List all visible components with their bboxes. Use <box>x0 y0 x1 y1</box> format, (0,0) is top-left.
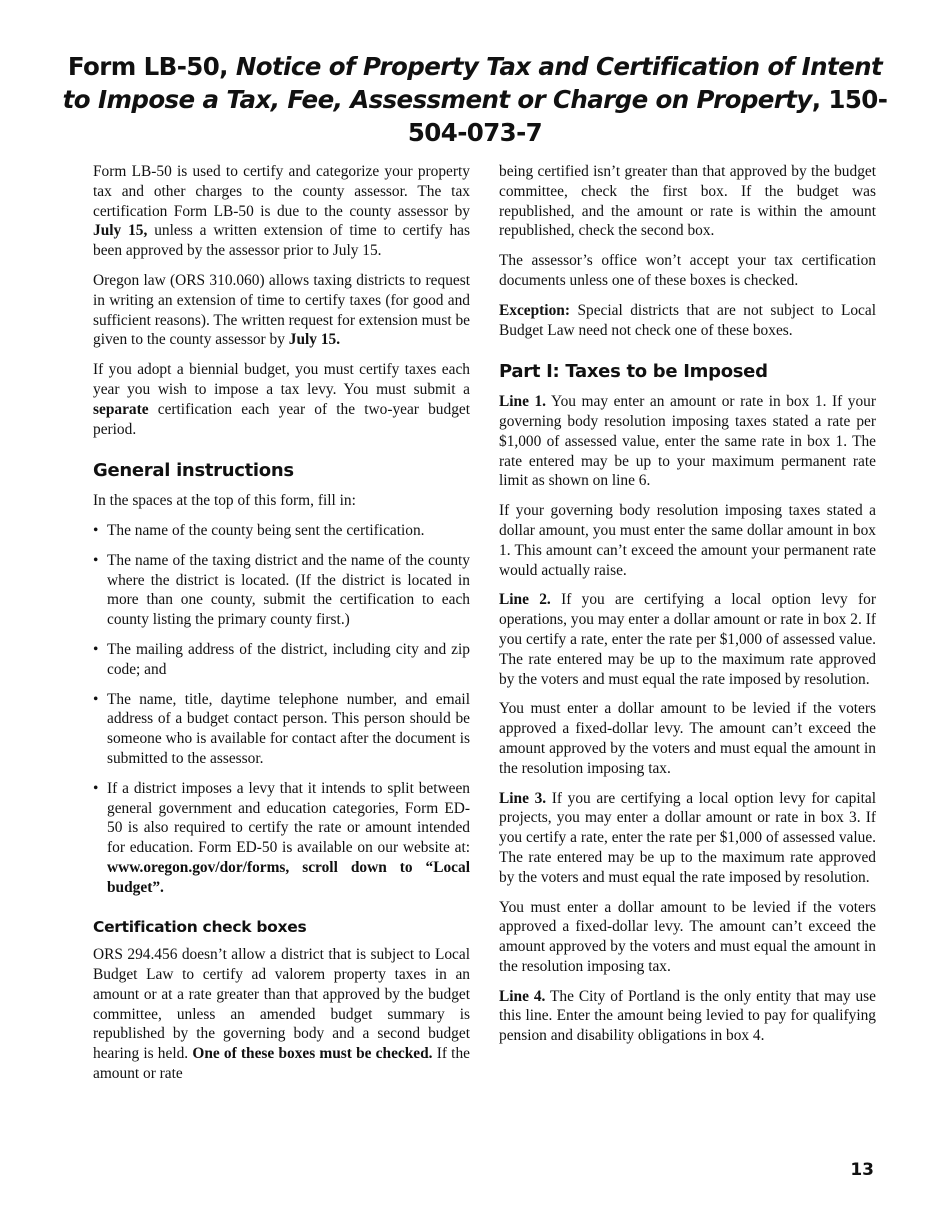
biennial-text: certification each year of the two-year budget period. <box>93 400 470 438</box>
extension-bold: July 15. <box>288 331 341 349</box>
list-item: • The name of the taxing district and the name of the county where the district is located. (If the district is located in more than one county, submit the certification to each county listing the primary county first.) <box>93 551 470 630</box>
certification-check-boxes-heading: Certification check boxes <box>93 917 307 936</box>
line-2b-paragraph: You must enter a dollar amount to be levied if the voters approved a fixed-dollar levy. The amount can’t exceed the amount approved by the voters and must equal the amount in the resolution imposing tax. <box>499 700 876 777</box>
line-2-label: Line 2. <box>499 591 551 609</box>
part-one-heading: Part I: Taxes to be Imposed <box>499 361 768 383</box>
continued-paragraph: being certified isn’t greater than that approved by the budget committee, check the first box. If the budget was republished, and the amount or rate is within the amount republished, check the second box. <box>499 163 876 240</box>
line-3b-paragraph: You must enter a dollar amount to be levied if the voters approved a fixed-dollar levy. The amount can’t exceed the amount approved by the voters and must equal the amount in the resolution imposing tax. <box>499 898 876 975</box>
list-item <box>93 779 470 898</box>
check-bold: One of these boxes must be checked. <box>192 1045 433 1063</box>
title-suffix: , 150-504-073-7 <box>407 85 888 147</box>
line-2-text: If you are certifying a local option levy for operations, you may enter a dollar amount or rate in box 2. If you certify a rate, enter the rate per $1,000 of assessed value. The rate entered may be up to the maximum rate approved by the voters and must equal the rate imposed by resolution. <box>499 591 876 688</box>
line-3-paragraph <box>499 789 876 888</box>
page-number: 13 <box>850 1160 874 1180</box>
line-4-label: Line 4. <box>499 987 546 1005</box>
line-1-paragraph <box>499 392 876 491</box>
intro-paragraph <box>93 162 470 261</box>
extension-paragraph <box>93 271 470 350</box>
line-1-text: You may enter an amount or rate in box 1. If your governing body resolution imposing taxes stated a rate per $1,000 of assessed value, enter the same rate in box 1. The rate entered may be up to your maximum permanent rate limit as shown on line 6. <box>499 393 876 490</box>
assessor-paragraph: The assessor’s office won’t accept your tax certification documents unless one of these boxes is checked. <box>499 252 876 289</box>
list-item: • The name of the county being sent the certification. <box>93 521 470 541</box>
ed50-text: If a district imposes a levy that it intends to split between general government and education categories, Form ED-50 is also required to certify the rate or amount intended for education. Form ED-50 is available on our website at: <box>107 779 470 857</box>
page-title <box>60 50 890 149</box>
intro-text: unless a written extension of time to certify has been approved by the assessor prior to July 15. <box>93 222 471 260</box>
title-prefix: Form LB-50, <box>67 52 228 81</box>
exception-paragraph <box>499 301 876 341</box>
check-boxes-paragraph <box>93 945 470 1084</box>
exception-text: Special districts that are not subject to Local Budget Law need not check one of these boxes. <box>499 301 876 339</box>
line-4-paragraph <box>499 987 876 1046</box>
extension-text: Oregon law (ORS 310.060) allows taxing districts to request in writing an extension of time to certify taxes (for good and sufficient reasons). The written request for extension must be given to the county assessor by <box>93 271 470 349</box>
biennial-paragraph <box>93 360 470 439</box>
intro-text: Form LB-50 is used to certify and categorize your property tax and other charges to the county assessor. The tax certification Form LB-50 is due to the county assessor by <box>93 163 470 220</box>
exception-label: Exception: <box>499 301 570 319</box>
line-1-label: Line 1. <box>499 393 547 411</box>
website-link-text: www.oregon.gov/dor/forms, scroll down to “Local budget”. <box>107 858 470 896</box>
check-text: If the amount or rate <box>93 1045 470 1083</box>
biennial-bold: separate <box>93 400 149 418</box>
list-item: • The mailing address of the district, including city and zip code; and <box>93 640 470 680</box>
line-3-label: Line 3. <box>499 789 547 807</box>
line-3-text: If you are certifying a local option levy for capital projects, you may enter a dollar amount or rate in box 3. If you certify a rate, enter the rate per $1,000 of assessed value. The rate entered may be up to the maximum rate approved by the voters and must equal the rate imposed by resolution. <box>499 789 876 886</box>
instructions-list <box>93 521 470 898</box>
general-instructions-heading: General instructions <box>93 460 294 482</box>
line-2-paragraph <box>499 590 876 689</box>
check-text: ORS 294.456 doesn’t allow a district that is subject to Local Budget Law to certify ad valorem property taxes in an amount or at a rate greater than that approved by the budget committee, unless an amended budget summary is republished by the governing body and a second budget hearing is held. <box>93 946 470 1063</box>
general-lead: In the spaces at the top of this form, fill in: <box>93 492 356 510</box>
right-column <box>499 162 876 1056</box>
left-column <box>93 162 470 1094</box>
list-item: • The name, title, daytime telephone number, and email address of a budget contact person. This person should be someone who is available for contact after the document is submitted to the assessor. <box>93 690 470 769</box>
line-4-text: The City of Portland is the only entity that may use this line. Enter the amount being levied to pay for qualifying pension and disability obligations in box 4. <box>499 987 876 1045</box>
title-italic: Notice of Property Tax and Certification of Intent to Impose a Tax, Fee, Assessment or Charge on Property <box>62 52 883 114</box>
intro-bold: July 15, <box>93 222 148 240</box>
biennial-text: If you adopt a biennial budget, you must certify taxes each year you wish to impose a tax levy. You must submit a <box>93 361 470 398</box>
line-1b-paragraph: If your governing body resolution imposing taxes stated a dollar amount, you must enter the same dollar amount in box 1. This amount can’t exceed the amount your permanent rate would actually raise. <box>499 502 876 579</box>
